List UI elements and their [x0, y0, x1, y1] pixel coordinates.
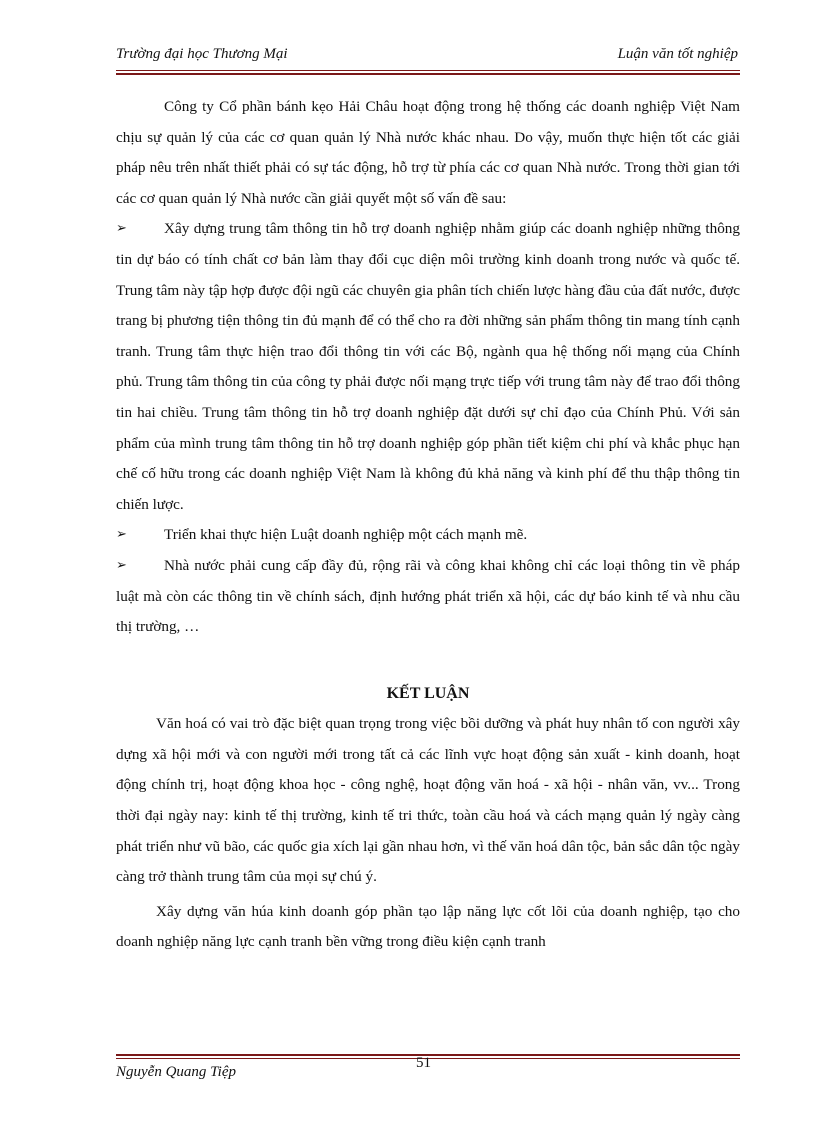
conclusion-paragraph-1: Văn hoá có vai trò đặc biệt quan trọng trong việc bồi dưỡng và phát huy nhân tố con người xây dựng xã hội mới và con người mới trong tất cả các lĩnh vực hoạt động sản xuất - kinh doanh, hoạt động chính trị, hoạt động khoa học - công nghệ, hoạt động văn hoá - xã hội - nhân văn, vv... Trong thời đại ngày nay: kinh tế thị trường, kinh tế tri thức, toàn cầu hoá và cách mạng quản lý ngày càng phát triển như vũ bão, các quốc gia xích lại gần nhau hơn, vì thế văn hoá dân tộc, bản sắc dân tộc ngày càng trở thành trung tâm của mọi sự chú ý.: [116, 715, 740, 886]
bullet-text: Nhà nước phải cung cấp đầy đủ, rộng rãi và công khai không chỉ các loại thông tin về pháp luật mà còn các thông tin về chính sách, định hướng phát triển xã hội, các dự báo kinh tế và nhu cầu thị trường, …: [116, 556, 740, 636]
bullet-item-2: [116, 520, 740, 551]
bullet-text: Triển khai thực hiện Luật doanh nghiệp một cách mạnh mẽ.: [164, 526, 528, 544]
conclusion-paragraph-2: Xây dựng văn húa kinh doanh góp phần tạo lập năng lực cốt lõi của doanh nghiệp, tạo cho doanh nghiệp năng lực cạnh tranh bền vững trong điều kiện cạnh tranh: [116, 902, 740, 951]
section-heading: KẾT LUẬN: [386, 684, 470, 702]
header-document-type: Luận văn tốt nghiệp: [617, 46, 738, 62]
bullet-arrow-icon: ➢: [116, 221, 127, 237]
bullet-item-1: [116, 214, 740, 520]
bullet-item-3: [116, 551, 740, 643]
bullet-arrow-icon: ➢: [116, 527, 127, 543]
page-number: 51: [416, 1055, 431, 1071]
intro-paragraph: Công ty Cổ phần bánh kẹo Hải Châu hoạt động trong hệ thống các doanh nghiệp Việt Nam chịu sự quản lý của các cơ quan quản lý Nhà nước khác nhau. Do vậy, muốn thực hiện tốt các giải pháp nêu trên nhất thiết phải có sự tác động, hỗ trợ từ phía các cơ quan Nhà nước. Trong thời gian tới các cơ quan quản lý Nhà nước cần giải quyết một số vấn đề sau:: [116, 98, 740, 207]
header-university: Trường đại học Thương Mại: [116, 46, 288, 62]
footer-author: Nguyễn Quang Tiệp: [116, 1064, 236, 1080]
bullet-text: Xây dựng trung tâm thông tin hỗ trợ doanh nghiệp nhằm giúp các doanh nghiệp những thông tin dự báo có tính chất cơ bản làm thay đổi cục diện môi trường kinh doanh trong nước và quốc tế. Trung tâm này tập hợp được đội ngũ các chuyên gia phân tích chiến lược hàng đầu của đất nước, được trang bị phương tiện thông tin đủ mạnh để có thể cho ra đời những sản phẩm thông tin mang tính cạnh tranh. Trung tâm thực hiện trao đổi thông tin với các Bộ, ngành qua hệ thống nối mạng của Chính phủ. Trung tâm thông tin của công ty phải được nối mạng trực tiếp với trung tâm này để trao đổi thông tin hai chiều. Trung tâm thông tin hỗ trợ doanh nghiệp đặt dưới sự chỉ đạo của Chính Phủ. Với sản phẩm của mình trung tâm thông tin hỗ trợ doanh nghiệp góp phần tiết kiệm chi phí và khắc phục hạn chế cố hữu trong các doanh nghiệp Việt Nam là không đủ khả năng và kinh phí để thu thập thông tin chiến lược.: [116, 220, 740, 513]
bullet-arrow-icon: ➢: [116, 557, 127, 573]
page-body: [116, 92, 740, 958]
header-rule: [116, 70, 740, 75]
